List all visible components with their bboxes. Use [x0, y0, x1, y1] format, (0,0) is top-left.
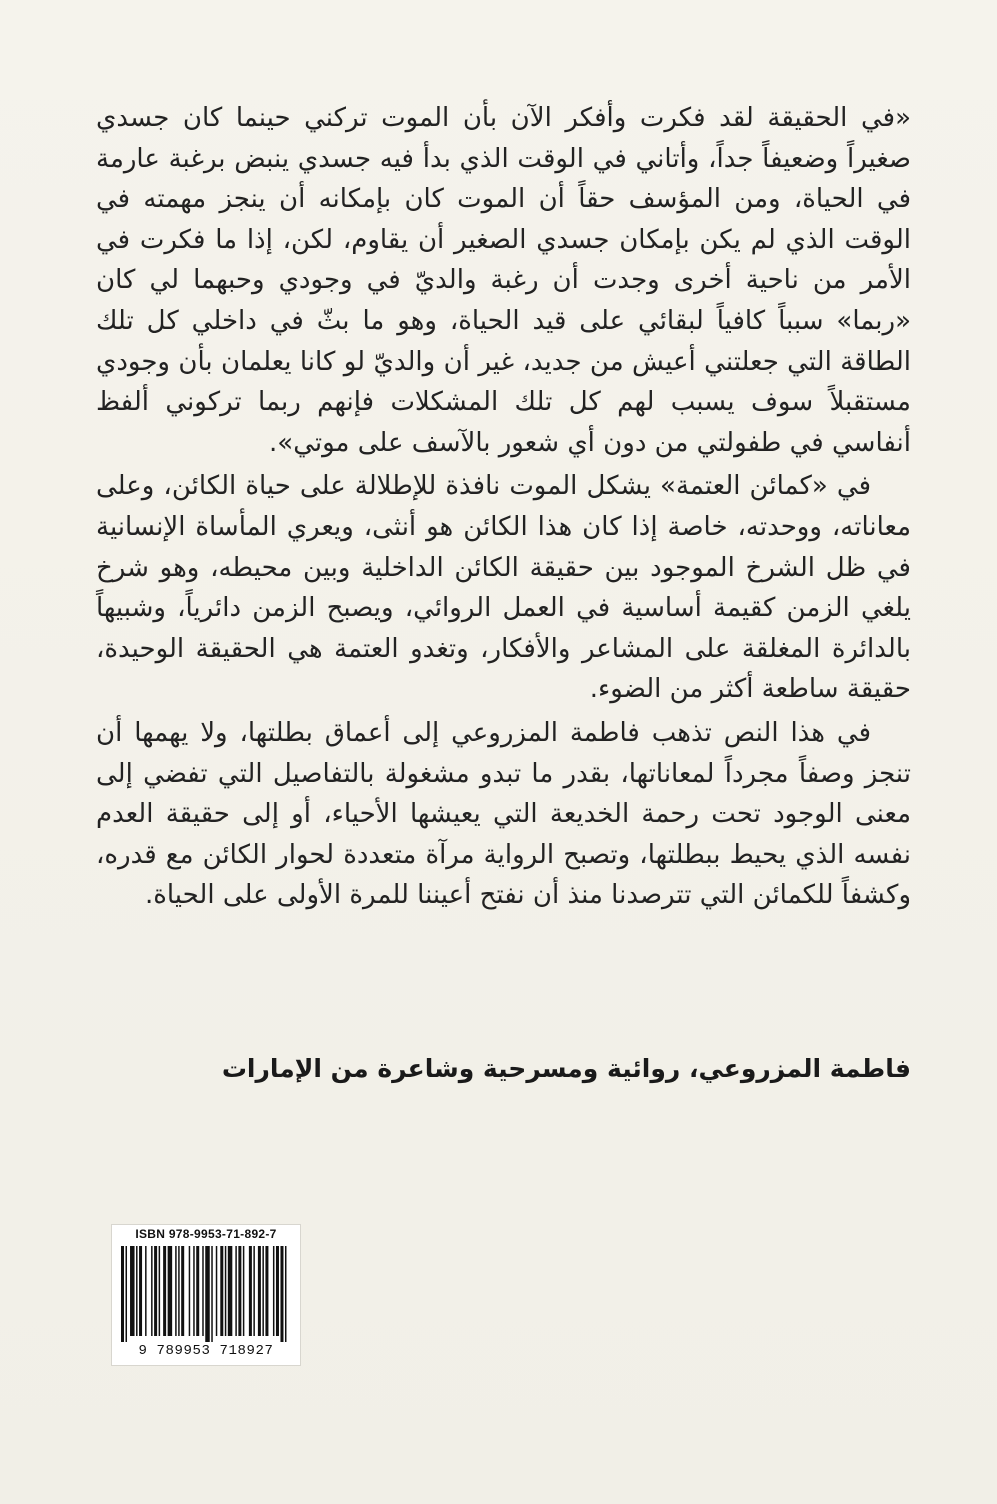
barcode-bar [154, 1246, 157, 1336]
barcode-bar [225, 1246, 227, 1336]
barcode-bar [145, 1246, 147, 1336]
barcode-bar [136, 1246, 138, 1336]
barcode-bar [159, 1246, 161, 1336]
barcode-bar [178, 1246, 180, 1336]
blurb-paragraph-3: في هذا النص تذهب فاطمة المزروعي إلى أعماق بطلتها، ولا يهمها أن تنجز وصفاً مجرداً لمعاناتها، بقدر ما تبدو مشغولة بالتفاصيل التي تفضي إلى معنى الوجود تحت رحمة الخديعة التي يعيشها الأحياء، أو إلى حقيقة العدم نفسه الذي يحيط ببطلتها، وتصبح الرواية مرآة متعددة لحوار الكائن مع قدره، وكشفاً للكمائن التي تترصدنا منذ أن نفتح أعيننا للمرة الأولى على الحياة. [96, 717, 911, 911]
barcode-bar [139, 1246, 142, 1336]
barcode-bar [189, 1246, 191, 1336]
barcode-bar [193, 1246, 195, 1336]
barcode-digits: 9 789953 718927 [138, 1343, 274, 1359]
barcode-bar [151, 1246, 153, 1336]
barcode-bar [276, 1246, 279, 1336]
barcode-bar [168, 1246, 173, 1336]
barcode-bar [262, 1246, 264, 1336]
barcode-bar [163, 1246, 166, 1336]
barcode-bar [216, 1246, 218, 1336]
barcode-bar [126, 1246, 128, 1342]
barcode-bar [181, 1246, 184, 1336]
barcode-bar [235, 1246, 237, 1336]
barcode-bar [202, 1246, 204, 1336]
barcode-bar [273, 1246, 275, 1336]
barcode-bar [280, 1246, 283, 1342]
blurb-text [96, 98, 911, 919]
barcode-panel [111, 1224, 301, 1366]
barcode-bar [238, 1246, 241, 1336]
barcode-bar [249, 1246, 252, 1336]
barcode-bar [121, 1246, 124, 1342]
blurb-paragraph-2: في «كمائن العتمة» يشكل الموت نافذة للإطلالة على حياة الكائن، وعلى معاناته، ووحدته، خاصة إذا كان هذا الكائن هو أنثى، ويعري المأساة الإنسانية في ظل الشرخ الموجود بين حقيقة الكائن الداخلية وبين محيطه، وهو شرخ يلغي الزمن كقيمة أساسية في العمل الروائي، ويصبح الزمن دائرياً، وشبيهاً بالدائرة المغلقة على المشاعر والأفكار، وتغدو العتمة هي الحقيقة الوحيدة، حقيقة ساطعة أكثر من الضوء. [96, 471, 911, 705]
barcode-bar [175, 1246, 177, 1336]
author-line: فاطمة المزروعي، روائية ومسرحية وشاعرة من الإمارات [221, 1054, 911, 1083]
barcode-bar [228, 1246, 233, 1336]
barcode-bar [243, 1246, 245, 1336]
blurb-paragraph-1: «في الحقيقة لقد فكرت وأفكر الآن بأن الموت تركني حينما كان جسدي صغيراً وضعيفاً جداً، وأتاني في الوقت الذي بدأ فيه جسدي ينبض برغبة عارمة في الحياة، ومن المؤسف حقاً أن الموت كان بإمكانه أن ينجز مهمته في الوقت الذي لم يكن بإمكان جسدي الصغير أن يقاوم، لكن، إذا ما فكرت في الأمر من ناحية أخرى وجدت أن رغبة والديّ في وجودي وحبهما لي كان «ربما» سبباً كافياً لبقائي على قيد الحياة، وهو ما بثّ في داخلي كل تلك الطاقة التي جعلتني أعيش من جديد، غير أن والديّ لو كانا يعلمان بأن وجودي مستقبلاً سوف يسبب لهم كل تلك المشكلات فإنهم ربما تركوني ألفظ أنفاسي في طفولتي من دون أي شعور بالآسف على موتي». [96, 103, 911, 458]
barcode-bar [220, 1246, 223, 1336]
barcode-bar [258, 1246, 261, 1336]
barcode-bar [130, 1246, 135, 1336]
barcode-graphic [121, 1246, 291, 1342]
barcode-bar [196, 1246, 199, 1336]
barcode-bar [285, 1246, 287, 1342]
barcode-bar [211, 1246, 213, 1342]
barcode-bar [205, 1246, 210, 1342]
barcode-bar [253, 1246, 255, 1336]
barcode-bar [265, 1246, 268, 1336]
isbn-label: ISBN 978-9953-71-892-7 [135, 1227, 277, 1241]
